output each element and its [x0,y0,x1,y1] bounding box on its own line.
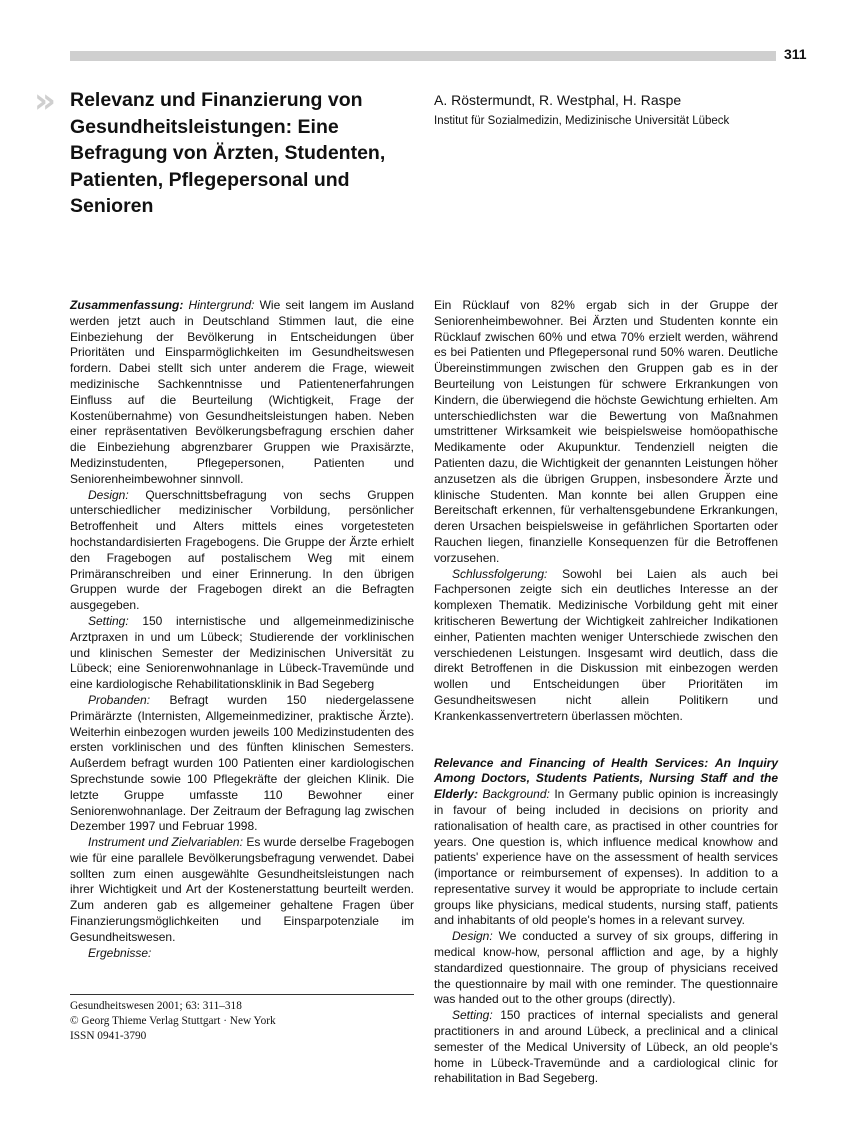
article-title: Relevanz und Finanzierung von Gesundheitsleistungen: Eine Befragung von Ärzten, Studenten, Patienten, Pflegepersonal und Senioren [70,89,386,217]
publisher: © Georg Thieme Verlag Stuttgart · New York [70,1015,276,1027]
abstract-paragraph: Setting: 150 internistische und allgemeinmedizinische Arztpraxen in und um Lübeck; Studierende der vorklinischen und klinischen Semester der Medizinischen Universität zu Lübeck; eine Seniorenwohnanlage in Lübeck-Travemünde und eine kardiologische Rehabilitationsklinik in Bad Segeberg [70,613,414,692]
abstract-paragraph-en: Relevance and Financing of Health Services: An Inquiry Among Doctors, Students Patients, Nursing Staff and the Elderly: Background: In Germany public opinion is increasingly in favour of being included in decisions on priority and rationalisation of health care, as practised in other countries for years. One question is, which influence medical knowhow and patients' experience have on the assessment of health services (importance or reimbursement of expenses). In addition to a representative survey it would be appropriate to include certain groups like physicians, medical students, nursing staff, patients and inhabitants of old people's homes in a relevant survey. [434,755,778,928]
abstract-paragraph: Design: Querschnittsbefragung von sechs Gruppen unterschiedlicher medizinischer Vorbildung, persönlicher Betroffenheit und Alters mittels eines vorgetesteten hochstandardisierten Fragebogens. Die Gruppe der Ärzte erhielt den Fragebogen auf postalischem Weg mit einem Primäranschreiben und einer Erinnerung. In den übrigen Gruppen wurde der Fragebogen direkt an die Befragten ausgegeben. [70,487,414,613]
abstract-paragraph: Ergebnisse: [88,945,152,960]
abstract-paragraph: Schlussfolgerung: Sowohl bei Laien als auch bei Fachpersonen zeigte sich ein deutliches Interesse an der komplexen Thematik. Medizinische Vorbildung geht mit einer kritischeren Bewertung der Wichtigkeit zahlreicher Indikationen einher, Patienten machten weniger Unterschiede zwischen den verschiedenen Leistungen. Insgesamt wird deutlich, dass die direkt Betroffenen in die Diskussion mit einbezogen werden wollen und Entscheidungen über Prioritäten im Gesundheitswesen nicht allein Politikern und Krankenkassenvertretern überlassen möchten. [434,566,778,723]
abstract-column-left [70,298,414,961]
abstract-paragraph: Zusammenfassung: Hintergrund: Wie seit langem im Ausland werden jetzt auch in Deutschland Stimmen laut, die eine Einbeziehung der Bevölkerung in Entscheidungen über Prioritäten und Einsparmöglichkeiten im Gesundheitswesen fordern. Dabei stellt sich unter anderem die Frage, wieweit medizinische Sachkenntnisse und Patientenerfahrungen Einfluss auf die Beurteilung (Wichtigkeit, Frage der Kostenübernahme) von Gesundheitsleistungen haben. Neben einer repräsentativen Bevölkerungsbefragung erschien daher die Einbeziehung abgrenzbarer Gruppen wie Praxisärzte, Medizinstudenten, Pflegepersonen, Patienten und Seniorenheimbewohner sinnvoll. [70,298,414,486]
page-number: 311 [784,46,807,62]
abstract-paragraph-en: Setting: 150 practices of internal specialists and general practitioners in and around Lübeck, a preclinical and a clinical semester of the Medical University of Lübeck, an old people's home in Lübeck-Travemünde and a cardiological clinic for rehabilitation in Bad Segeberg. [434,1008,778,1086]
abstract-paragraph: Probanden: Befragt wurden 150 niedergelassene Primärärzte (Internisten, Allgemeinmediziner, praktische Ärzte). Weiterhin einbezogen wurden jeweils 100 Medizinstudenten des ersten vorklinischen und des fünften klinischen Semesters. Außerdem befragt wurden 100 Patienten einer kardiologischen Sprechstunde sowie 100 Pflegekräfte der gleichen Klinik. Die letzte Gruppe umfasste 110 Bewohner einer Seniorenwohnanlage. Der Zeitraum der Befragung lag zwischen Dezember 1997 und Februar 1998. [70,692,414,834]
abstract-column-right [434,298,778,1087]
abstract-paragraph: Instrument und Zielvariablen: Es wurde derselbe Fragebogen wie für eine parallele Bevölkerungsbefragung verwendet. Dabei sollten zum einen ausgewählte Gesundheitsleistungen nach ihrer Wichtigkeit und Art der Kostenerstattung beurteilt werden. Zum anderen gab es allgemeiner gehaltene Fragen über Finanzierungsmöglichkeiten und Einsparpotenziale im Gesundheitswesen. [70,835,414,944]
journal-citation: Gesundheitswesen 2001; 63: 311–318 [70,1000,242,1012]
abstract-paragraph-continued: Ein Rücklauf von 82% ergab sich in der Gruppe der Seniorenheimbewohner. Bei Ärzten und Studenten konnte ein Rücklauf zwischen 60% und etwa 70% erzielt werden, während es bei Patienten und Pflegepersonal rund 50% waren. Deutliche Übereinstimmungen zwischen den Gruppen gab es in der Beurteilung von Leistungen für schwere Erkrankungen von Kindern, die überwiegend die höchste Gewichtung erhielten. Am unterschiedlichsten war die Bewertung von Maßnahmen umstrittener Wirksamkeit wie beispielsweise homöopathische Medikamente oder Akupunktur. Tendenziell neigten die Patienten dazu, die Wichtigkeit der genannten Leistungen höher anzusetzen als die übrigen Gruppen, insbesondere Ärzte und klinische Studenten. Man konnte bei allen Gruppen eine Bereitschaft erkennen, für verhaltensgebundene Erkrankungen, deren Ursachen beispielsweise in gefährlichen Sportarten oder Rauchen liegen, finanzielle Konsequenzen für die Betroffenen vorzusehen. [434,298,778,565]
institute: Institut für Sozialmedizin, Medizinische Universität Lübeck [434,115,730,127]
authors: A. Röstermundt, R. Westphal, H. Raspe [434,92,682,108]
header-bar [70,51,776,61]
quote-mark-icon: » [34,81,53,121]
issn: ISSN 0941-3790 [70,1030,147,1042]
citation-footer [70,994,414,1044]
abstract-paragraph-en: Design: We conducted a survey of six groups, differing in medical know-how, personal affliction and age, by a highly standardized questionnaire. The group of physicians received the questionnaire by mail with one reminder. The questionnaire was handed out to the other groups (directly). [434,929,778,1007]
